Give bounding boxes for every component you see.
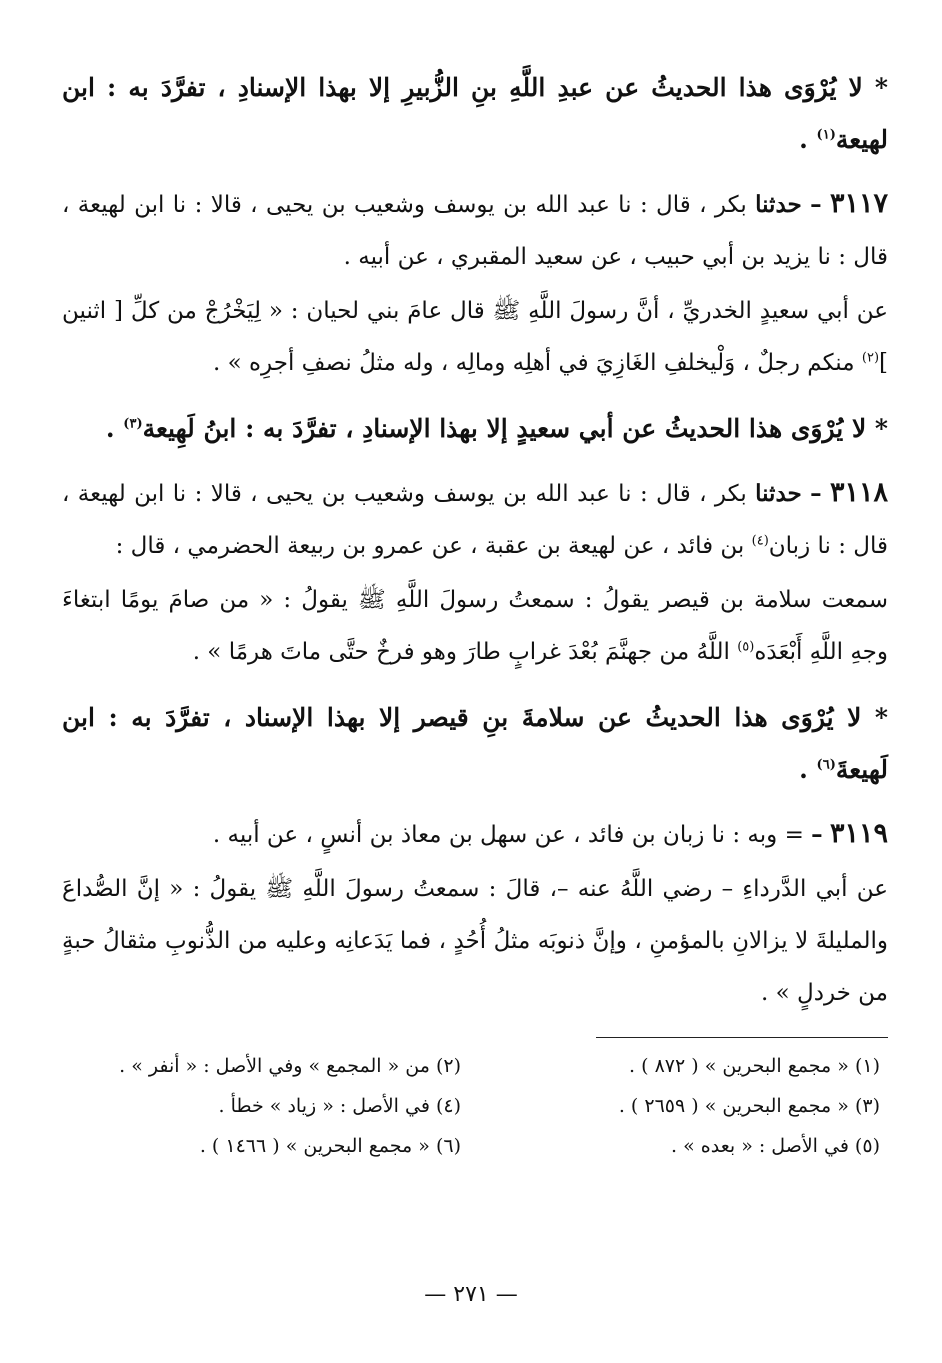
footnote-ref-5[interactable]: (٥) <box>737 639 755 655</box>
hadith-number: ٣١١٨ <box>830 477 889 508</box>
hadith-opening: حدثنا <box>755 191 802 218</box>
footnote-ref-3[interactable]: (٣) <box>123 416 143 432</box>
hadith-matn <box>62 574 888 678</box>
footnotes <box>62 1046 888 1166</box>
matn-text: عن أبي سعيدٍ الخدريِّ ، أنَّ رسولَ اللَّهِ ﷺ قال عامَ بني لحيان : « لِيَخْرُجْ من كلِّ [ اثنين ] <box>62 298 888 376</box>
note-end: . <box>799 755 808 784</box>
footnote-6: (٦) « مجمع البحرين » ( ١٤٦٦ ) . <box>199 1135 461 1157</box>
page-number: — ٢٧١ — <box>424 1282 518 1307</box>
hadith-opening: حدثنا <box>755 480 802 507</box>
footnote-5: (٥) في الأصل : « بعده » . <box>671 1135 880 1157</box>
hadith-dash: – <box>810 191 822 218</box>
footnote-3: (٣) « مجمع البحرين » ( ٢٦٥٩ ) . <box>618 1095 880 1117</box>
isnad-note-3 <box>62 692 888 796</box>
isnad-note-1 <box>62 62 888 166</box>
footnote-ref-4[interactable]: (٤) <box>751 533 769 549</box>
note-end: . <box>799 125 808 154</box>
note-end: . <box>105 414 115 443</box>
hadith-matn <box>62 285 888 389</box>
matn-text: عن أبي الدَّرداءِ – رضي اللَّهُ عنه –، قالَ : سمعتُ رسولَ اللَّهِ ﷺ يقولُ : « إنَّ الصُّداعَ والمليلةَ لا يزالانِ بالمؤمنِ ، وإنَّ ذنوبَه مثلُ أُحُدٍ ، فما يَدَعانِه وعليه من الذُّنوبِ مثقالُ حبةٍ من خردلٍ » . <box>62 876 888 1006</box>
note-text: * لا يُرْوَى هذا الحديثُ عن سلامةَ بنِ قيصر إلا بهذا الإسناد ، تفرَّدَ به : ابن لَهيعةَ <box>62 703 888 784</box>
matn-text-cont: اللَّهُ من جهنَّمَ بُعْدَ غرابٍ طارَ وهو فرخٌ حتَّى ماتَ هرمًا » . <box>192 639 730 665</box>
footnote-4: (٤) في الأصل : « زياد » خطأ . <box>218 1095 461 1117</box>
matn-text-cont: منكم رجلٌ ، وَلْيخلفِ الغَازِيَ في أهلِه ومالِه ، وله مثلُ نصفِ أجرِه » . <box>212 350 855 376</box>
hadith-isnad <box>62 467 888 572</box>
hadith-isnad <box>62 178 888 283</box>
footnote-ref-2[interactable]: (٢) <box>861 350 880 366</box>
hadith-isnad <box>62 808 888 861</box>
footnote-2: (٢) من « المجمع » وفي الأصل : « أنفر » . <box>119 1055 461 1077</box>
hadith-3117 <box>62 178 888 389</box>
hadith-3119 <box>62 808 888 1019</box>
note-text: * لا يُرْوَى هذا الحديثُ عن أبي سعيدٍ إلا بهذا الإسنادِ ، تفرَّدَ به : ابنُ لَهِيعة <box>142 414 888 443</box>
hadith-3118 <box>62 467 888 678</box>
isnad-text-cont: بن فائد ، عن لهيعة بن عقبة ، عن عمرو بن ربيعة الحضرمي ، قال : <box>115 533 745 559</box>
hadith-number: ٣١١٧ <box>830 188 889 219</box>
footnote-ref-6[interactable]: (٦) <box>816 757 836 773</box>
isnad-text: = وبه : نا زبان بن فائد ، عن سهل بن معاذ بن أنسٍ ، عن أبيه . <box>212 822 804 848</box>
isnad-text: بكر ، قال : نا عبد الله بن يوسف وشعيب بن يحيى ، قالا : نا ابن لهيعة ، قال : نا زبان <box>62 481 888 559</box>
footnote-ref-1[interactable]: (١) <box>816 127 836 143</box>
hadith-number: ٣١١٩ <box>829 818 888 849</box>
note-text: * لا يُرْوَى هذا الحديثُ عن عبدِ اللَّهِ بنِ الزُّبيرِ إلا بهذا الإسنادِ ، تفرَّدَ به : ابن لهيعة <box>62 73 888 154</box>
hadith-dash: – <box>810 480 822 507</box>
isnad-text: بكر ، قال : نا عبد الله بن يوسف وشعيب بن يحيى ، قالا : نا ابن لهيعة ، قال : نا يزيد بن أبي حبيب ، عن سعيد المقبري ، عن أبيه . <box>62 192 888 270</box>
matn-text: سمعت سلامة بن قيصر يقولُ : سمعتُ رسولَ اللَّهِ ﷺ يقولُ : « من صامَ يومًا ابتغاءَ وجهِ اللَّهِ أَبْعَدَه <box>62 587 888 665</box>
isnad-note-2 <box>62 403 888 455</box>
hadith-dash: – <box>811 821 823 848</box>
hadith-matn <box>62 863 888 1019</box>
footnote-separator <box>596 1037 888 1038</box>
footnote-1: (١) « مجمع البحرين » ( ٨٧٢ ) . <box>629 1055 880 1077</box>
